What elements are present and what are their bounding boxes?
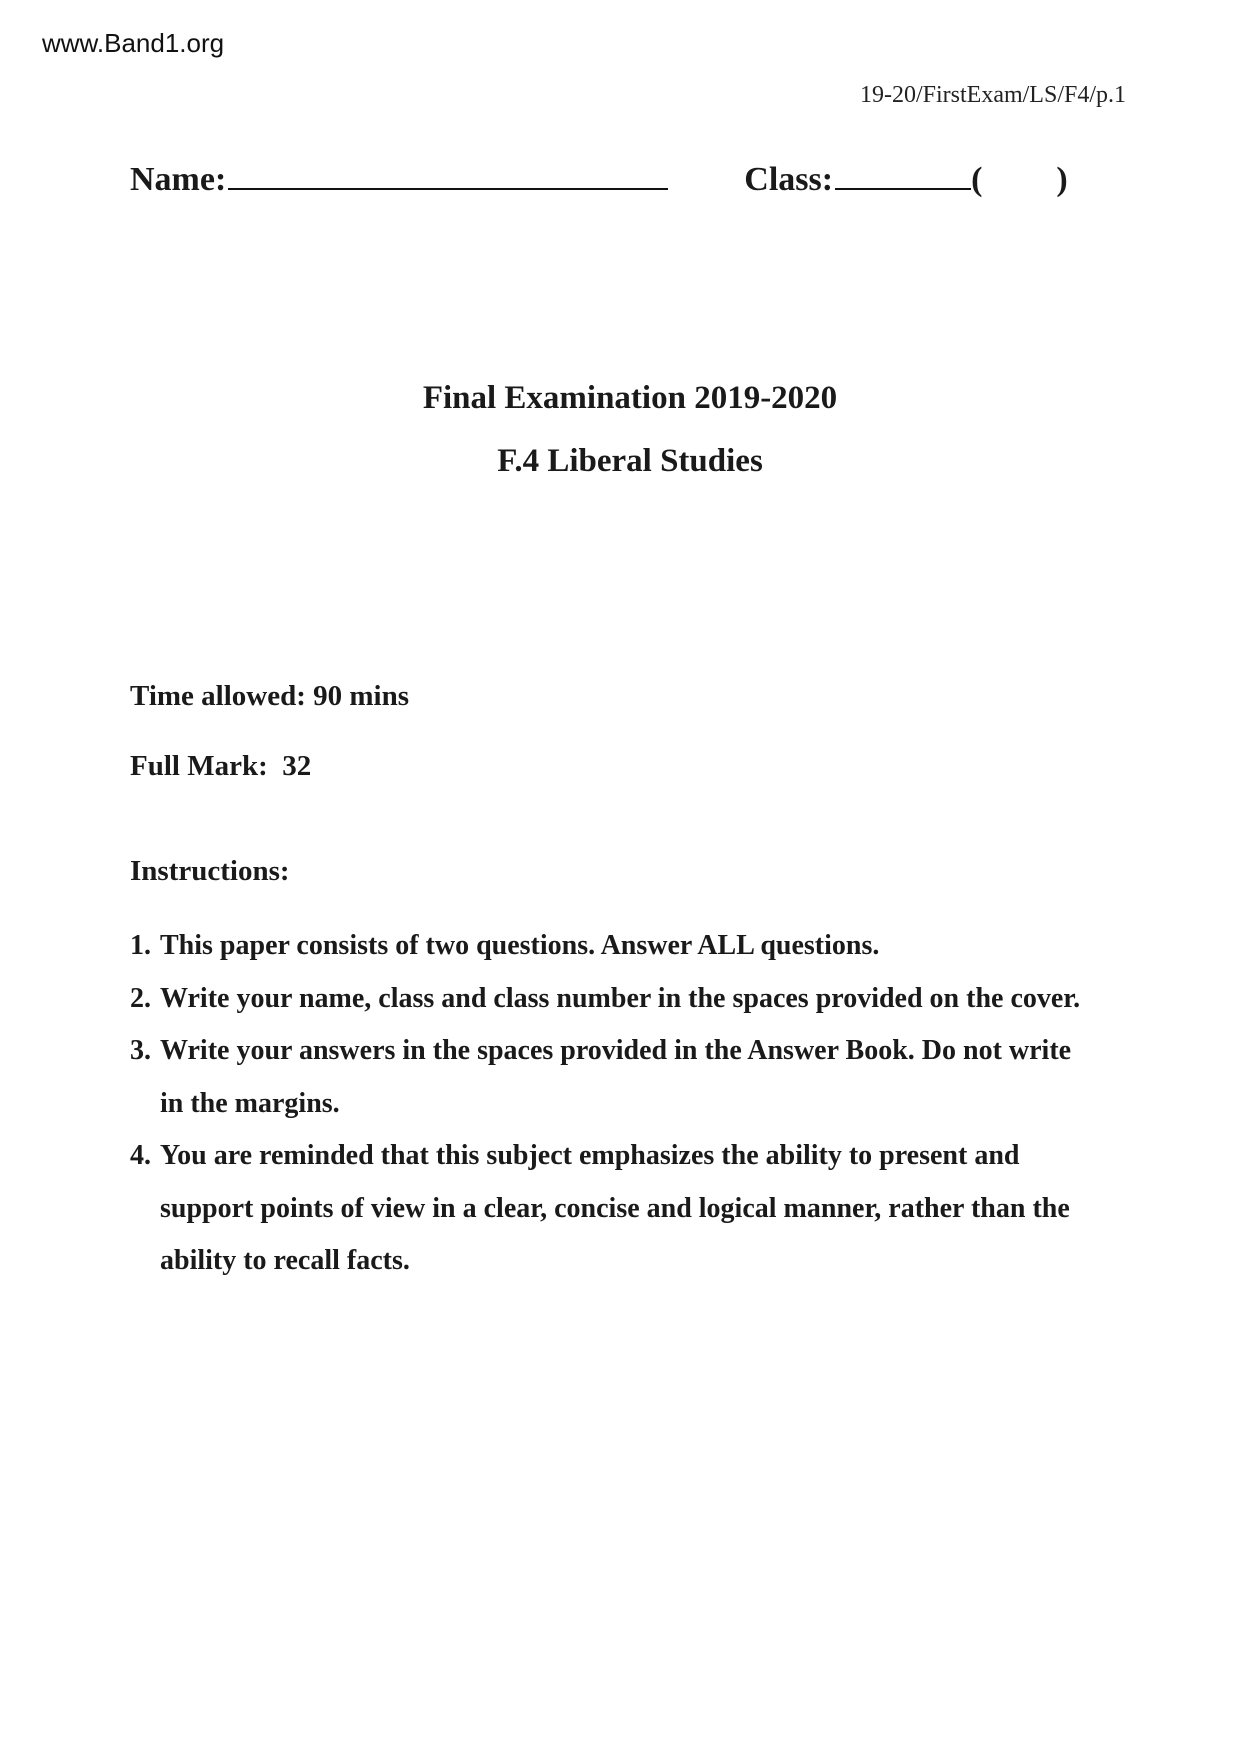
- instruction-item: [130, 973, 1090, 1026]
- instruction-text: You are reminded that this subject emphasizes the ability to present and support points of view in a clear, concise and logical manner, rather than the ability to recall facts.: [160, 1140, 1070, 1276]
- class-label: Class:: [744, 161, 834, 198]
- subject-title: F.4 Liberal Studies: [497, 443, 763, 479]
- instruction-text: Write your answers in the spaces provided in the Answer Book. Do not write in the margins.: [160, 1035, 1072, 1119]
- instructions-list: [130, 920, 1090, 1288]
- instruction-text: This paper consists of two questions. Answer ALL questions.: [160, 930, 880, 961]
- class-number-open-paren: (: [971, 161, 983, 198]
- full-mark: Full Mark: 32: [130, 750, 312, 782]
- instruction-text: Write your name, class and class number in the spaces provided on the cover.: [160, 982, 1081, 1014]
- instruction-item: [130, 920, 1090, 973]
- exam-title: Final Examination 2019-2020: [422, 380, 838, 416]
- class-blank[interactable]: [835, 158, 971, 190]
- name-blank[interactable]: [228, 158, 668, 190]
- name-class-row: [130, 158, 1068, 199]
- instruction-item: [130, 1025, 1090, 1130]
- class-group: [744, 158, 1067, 199]
- instruction-number: 3.: [130, 1035, 151, 1066]
- name-label: Name:: [130, 161, 227, 198]
- time-allowed: Time allowed: 90 mins: [130, 680, 409, 712]
- title-block: [0, 380, 1240, 506]
- page-code: 19-20/FirstExam/LS/F4/p.1: [859, 82, 1126, 108]
- instruction-number: 1.: [130, 930, 151, 961]
- instruction-item: [130, 1130, 1090, 1288]
- instructions-heading: Instructions:: [130, 855, 290, 887]
- instruction-number: 4.: [130, 1140, 151, 1171]
- instruction-number: 2.: [130, 982, 151, 1014]
- watermark-url: www.Band1.org: [42, 28, 225, 58]
- class-number-close-paren: ): [1056, 161, 1068, 198]
